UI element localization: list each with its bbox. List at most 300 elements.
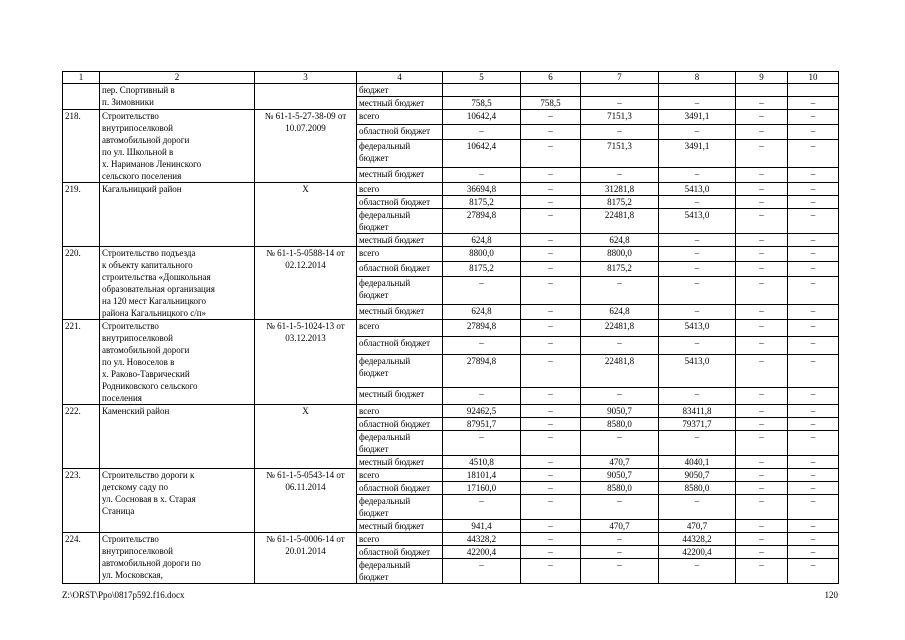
funding-source	[357, 533, 443, 546]
amount-cell: –	[736, 520, 788, 533]
amount-cell: 7151,3	[581, 110, 659, 125]
cell-line: федеральный	[359, 560, 411, 570]
funding-source	[357, 387, 443, 404]
cell-line: автомобильной дороги по	[102, 558, 201, 568]
funding-source	[357, 209, 443, 234]
cell-line: Каменский район	[102, 406, 170, 416]
amount-cell: 624,8	[581, 234, 659, 247]
cell-line: поселения	[102, 393, 142, 403]
amount-cell: 5413,0	[659, 209, 736, 234]
cell-line: бюджет	[359, 152, 389, 163]
cell-line: бюджет	[359, 508, 389, 518]
amount-cell: –	[521, 418, 581, 431]
amount-cell: –	[521, 387, 581, 404]
amount-cell: 92462,5	[443, 405, 521, 418]
cell-line: Строительство дороги к	[102, 470, 195, 480]
object-name	[100, 247, 255, 320]
amount-cell: –	[443, 124, 521, 139]
funding-source	[357, 546, 443, 559]
amount-cell: –	[659, 337, 736, 354]
amount-cell: 4510,8	[443, 456, 521, 469]
cell-line: местный бюджет	[359, 521, 425, 531]
amount-cell: –	[788, 387, 839, 404]
amount-cell: –	[521, 337, 581, 354]
funding-source	[357, 84, 443, 97]
amount-cell: 9050,7	[581, 469, 659, 482]
amount-cell: –	[521, 482, 581, 495]
amount-cell: –	[581, 124, 659, 139]
amount-cell: –	[736, 247, 788, 262]
cell-line: всего	[359, 184, 380, 194]
cell-line: областной бюджет	[359, 483, 431, 493]
funding-source	[357, 418, 443, 431]
amount-cell: –	[659, 261, 736, 276]
amount-cell: 36694,8	[443, 183, 521, 196]
amount-cell: –	[736, 305, 788, 320]
cell-line: местный бюджет	[359, 235, 425, 245]
funding-source	[357, 495, 443, 520]
amount-cell: –	[581, 168, 659, 183]
document-ref	[255, 405, 357, 469]
cell-line: к объекту капитального	[102, 260, 193, 270]
cell-line: ул. Сосновая в х. Старая	[102, 494, 196, 504]
amount-cell: 87951,7	[443, 418, 521, 431]
cell-line: Родниковского сельского	[102, 381, 198, 391]
funding-source	[357, 431, 443, 456]
amount-cell: –	[443, 337, 521, 354]
amount-cell: 10642,4	[443, 110, 521, 125]
amount-cell: 8175,2	[443, 261, 521, 276]
document-ref	[255, 110, 357, 183]
funding-source	[357, 305, 443, 320]
amount-cell: 8175,2	[581, 196, 659, 209]
table-row	[63, 247, 839, 262]
amount-cell: 758,5	[521, 97, 581, 110]
funding-source	[357, 139, 443, 168]
amount-cell: –	[736, 337, 788, 354]
cell-line: внутрипоселковой	[102, 546, 173, 556]
amount-cell: –	[788, 456, 839, 469]
amount-cell: 8580,0	[581, 482, 659, 495]
amount-cell: –	[788, 320, 839, 337]
funding-source	[357, 320, 443, 337]
amount-cell: –	[788, 247, 839, 262]
file-path: Z:\ORST\Ppo\0817p592.f16.docx	[62, 590, 185, 600]
funding-source	[357, 276, 443, 305]
amount-cell: –	[736, 387, 788, 404]
amount-cell	[788, 84, 839, 97]
cell-line: областной бюджет	[359, 197, 431, 207]
amount-cell: 44328,2	[659, 533, 736, 546]
column-number: 3	[255, 72, 357, 84]
item-number: 220.	[63, 247, 100, 320]
amount-cell: –	[581, 337, 659, 354]
amount-cell: –	[521, 533, 581, 546]
item-number: 222.	[63, 405, 100, 469]
amount-cell: –	[736, 97, 788, 110]
amount-cell: –	[443, 168, 521, 183]
amount-cell: –	[521, 168, 581, 183]
amount-cell: –	[659, 234, 736, 247]
amount-cell: 8175,2	[443, 196, 521, 209]
cell-line: 02.12.2014	[285, 260, 326, 270]
cell-line: 06.11.2014	[285, 482, 326, 492]
budget-table	[62, 71, 839, 584]
amount-cell: 31281,8	[581, 183, 659, 196]
amount-cell: 3491,1	[659, 110, 736, 125]
funding-source	[357, 337, 443, 354]
amount-cell: –	[736, 533, 788, 546]
amount-cell: –	[788, 168, 839, 183]
document-ref	[255, 84, 357, 110]
amount-cell	[521, 84, 581, 97]
amount-cell: –	[521, 354, 581, 387]
amount-cell	[581, 84, 659, 97]
cell-line: бюджет	[359, 367, 389, 378]
amount-cell: –	[736, 124, 788, 139]
amount-cell: –	[521, 261, 581, 276]
item-number: 219.	[63, 183, 100, 247]
table-row	[63, 405, 839, 418]
amount-cell: 8580,0	[581, 418, 659, 431]
amount-cell: –	[521, 495, 581, 520]
amount-cell: –	[659, 196, 736, 209]
cell-line: 03.12.2013	[285, 333, 326, 343]
amount-cell: –	[443, 559, 521, 584]
column-number: 5	[443, 72, 521, 84]
amount-cell: –	[521, 320, 581, 337]
column-number: 4	[357, 72, 443, 84]
amount-cell: 3491,1	[659, 139, 736, 168]
cell-line: № 61-1-5-0543-14 от	[266, 470, 345, 480]
amount-cell: –	[736, 168, 788, 183]
table-row	[63, 183, 839, 196]
cell-line: № 61-1-5-0006-14 от	[266, 534, 345, 544]
amount-cell: –	[788, 482, 839, 495]
amount-cell: –	[443, 276, 521, 305]
amount-cell: –	[521, 520, 581, 533]
amount-cell: 8800,0	[581, 247, 659, 262]
amount-cell: 83411,8	[659, 405, 736, 418]
amount-cell: 758,5	[443, 97, 521, 110]
cell-line: бюджет	[359, 222, 389, 232]
amount-cell: 624,8	[443, 305, 521, 320]
cell-line: местный бюджет	[359, 388, 425, 399]
funding-source	[357, 183, 443, 196]
amount-cell: 17160,0	[443, 482, 521, 495]
amount-cell: –	[736, 495, 788, 520]
object-name	[100, 84, 255, 110]
amount-cell: –	[736, 456, 788, 469]
amount-cell: –	[788, 559, 839, 584]
cell-line: федеральный	[359, 210, 411, 220]
amount-cell: 624,8	[443, 234, 521, 247]
document-ref	[255, 320, 357, 405]
amount-cell: –	[788, 209, 839, 234]
amount-cell: –	[521, 469, 581, 482]
amount-cell: –	[736, 431, 788, 456]
amount-cell: 941,4	[443, 520, 521, 533]
cell-line: всего	[359, 406, 380, 416]
amount-cell: –	[659, 97, 736, 110]
amount-cell: –	[581, 97, 659, 110]
amount-cell: 27894,8	[443, 320, 521, 337]
cell-line: всего	[359, 534, 380, 544]
cell-line: Строительство	[102, 534, 159, 544]
amount-cell: 470,7	[659, 520, 736, 533]
funding-source	[357, 559, 443, 584]
column-number: 10	[788, 72, 839, 84]
cell-line: детскому саду по	[102, 482, 169, 492]
amount-cell: –	[443, 431, 521, 456]
amount-cell: –	[788, 234, 839, 247]
cell-line: х. Нариманов Ленинского	[102, 159, 202, 169]
amount-cell: –	[581, 495, 659, 520]
amount-cell: 27894,8	[443, 209, 521, 234]
amount-cell: –	[521, 183, 581, 196]
amount-cell: –	[788, 139, 839, 168]
cell-line: 20.01.2014	[285, 546, 326, 556]
amount-cell: –	[521, 247, 581, 262]
amount-cell: 22481,8	[581, 354, 659, 387]
cell-line: № 61-1-5-0588-14 от	[266, 248, 345, 258]
cell-line: на 120 мест Кагальницкого	[102, 296, 206, 306]
cell-line: п. Зимовники	[102, 97, 154, 107]
amount-cell: 5413,0	[659, 320, 736, 337]
amount-cell: –	[736, 276, 788, 305]
amount-cell: –	[736, 234, 788, 247]
document-ref	[255, 183, 357, 247]
object-name	[100, 533, 255, 584]
amount-cell: –	[736, 110, 788, 125]
object-name	[100, 320, 255, 405]
cell-line: автомобильной дороги	[102, 135, 190, 145]
amount-cell: –	[736, 559, 788, 584]
cell-line: автомобильной дороги	[102, 345, 190, 355]
amount-cell: –	[736, 209, 788, 234]
cell-line: местный бюджет	[359, 169, 425, 180]
amount-cell: –	[736, 139, 788, 168]
amount-cell: –	[788, 469, 839, 482]
amount-cell: 18101,4	[443, 469, 521, 482]
amount-cell: –	[521, 546, 581, 559]
table-row	[63, 84, 839, 97]
cell-line: района Кагальницкого с/п»	[102, 308, 207, 318]
object-name	[100, 110, 255, 183]
column-number: 2	[100, 72, 255, 84]
document-ref	[255, 247, 357, 320]
cell-line: областной бюджет	[359, 262, 431, 273]
amount-cell: –	[736, 183, 788, 196]
cell-line: местный бюджет	[359, 457, 425, 467]
cell-line: всего	[359, 248, 380, 258]
funding-source	[357, 168, 443, 183]
cell-line: всего	[359, 321, 380, 331]
item-number: 224.	[63, 533, 100, 584]
amount-cell: –	[736, 482, 788, 495]
amount-cell: –	[521, 305, 581, 320]
cell-line: Х	[302, 406, 309, 416]
cell-line: Строительство	[102, 111, 159, 121]
amount-cell: –	[521, 431, 581, 456]
cell-line: Строительство подъезда	[102, 248, 196, 258]
amount-cell: –	[521, 209, 581, 234]
funding-source	[357, 469, 443, 482]
item-number: 218.	[63, 110, 100, 183]
amount-cell: –	[659, 305, 736, 320]
amount-cell: –	[736, 354, 788, 387]
cell-line: по ул. Школьной в	[102, 147, 174, 157]
document-ref	[255, 469, 357, 533]
object-name	[100, 405, 255, 469]
column-number: 1	[63, 72, 100, 84]
amount-cell: –	[788, 520, 839, 533]
cell-line: 10.07.2009	[285, 123, 326, 133]
amount-cell: –	[521, 559, 581, 584]
cell-line: Станица	[102, 506, 135, 516]
amount-cell: 470,7	[581, 456, 659, 469]
funding-source	[357, 97, 443, 110]
amount-cell: 27894,8	[443, 354, 521, 387]
amount-cell: –	[788, 124, 839, 139]
object-name	[100, 183, 255, 247]
amount-cell: –	[788, 495, 839, 520]
amount-cell: –	[788, 183, 839, 196]
amount-cell: 9050,7	[581, 405, 659, 418]
funding-source	[357, 405, 443, 418]
column-number: 9	[736, 72, 788, 84]
cell-line: областной бюджет	[359, 338, 431, 349]
amount-cell: –	[659, 124, 736, 139]
item-number: 223.	[63, 469, 100, 533]
cell-line: образовательная организация	[102, 284, 215, 294]
amount-cell: –	[788, 305, 839, 320]
cell-line: всего	[359, 111, 380, 121]
funding-source	[357, 234, 443, 247]
amount-cell: 79371,7	[659, 418, 736, 431]
cell-line: строительства «Дошкольная	[102, 272, 211, 282]
amount-cell: –	[736, 469, 788, 482]
amount-cell: 7151,3	[581, 139, 659, 168]
funding-source	[357, 482, 443, 495]
amount-cell: 9050,7	[659, 469, 736, 482]
item-number: 221.	[63, 320, 100, 405]
amount-cell: –	[521, 139, 581, 168]
cell-line: местный бюджет	[359, 306, 425, 317]
amount-cell: –	[736, 546, 788, 559]
cell-line: № 61-1-5-27-38-09 от	[264, 111, 347, 121]
amount-cell: –	[736, 320, 788, 337]
funding-source	[357, 124, 443, 139]
cell-line: Кагальницкий район	[102, 184, 182, 194]
amount-cell: –	[581, 431, 659, 456]
cell-line: пер. Спортивный в	[102, 85, 175, 95]
object-name	[100, 469, 255, 533]
column-number: 7	[581, 72, 659, 84]
amount-cell: –	[659, 168, 736, 183]
cell-line: х. Раково-Таврический	[102, 369, 190, 379]
amount-cell: –	[788, 261, 839, 276]
amount-cell: –	[521, 196, 581, 209]
column-number: 8	[659, 72, 736, 84]
amount-cell: –	[521, 456, 581, 469]
funding-source	[357, 110, 443, 125]
amount-cell: –	[659, 431, 736, 456]
amount-cell: –	[443, 495, 521, 520]
cell-line: бюджет	[359, 444, 389, 454]
cell-line: федеральный	[359, 355, 411, 366]
amount-cell: 624,8	[581, 305, 659, 320]
amount-cell: –	[788, 337, 839, 354]
amount-cell: 22481,8	[581, 320, 659, 337]
cell-line: Х	[302, 184, 309, 194]
amount-cell: –	[736, 405, 788, 418]
funding-source	[357, 354, 443, 387]
cell-line: бюджет	[359, 289, 389, 300]
amount-cell: –	[521, 124, 581, 139]
amount-cell: 42200,4	[659, 546, 736, 559]
cell-line: всего	[359, 470, 380, 480]
amount-cell: –	[788, 276, 839, 305]
amount-cell: –	[581, 387, 659, 404]
amount-cell: –	[659, 495, 736, 520]
table-row	[63, 320, 839, 337]
amount-cell: 10642,4	[443, 139, 521, 168]
cell-line: внутрипоселковой	[102, 123, 173, 133]
amount-cell: –	[581, 546, 659, 559]
funding-source	[357, 247, 443, 262]
amount-cell: 44328,2	[443, 533, 521, 546]
amount-cell: –	[788, 533, 839, 546]
amount-cell: –	[521, 110, 581, 125]
cell-line: по ул. Новоселов в	[102, 357, 175, 367]
cell-line: внутрипоселковой	[102, 333, 173, 343]
amount-cell: –	[788, 418, 839, 431]
table-row	[63, 533, 839, 546]
amount-cell: 5413,0	[659, 183, 736, 196]
cell-line: Строительство	[102, 321, 159, 331]
cell-line: ул. Московская,	[102, 570, 163, 580]
amount-cell: –	[788, 196, 839, 209]
amount-cell: –	[736, 418, 788, 431]
amount-cell: –	[521, 405, 581, 418]
cell-line: местный бюджет	[359, 98, 425, 108]
cell-line: областной бюджет	[359, 547, 431, 557]
amount-cell: –	[659, 276, 736, 305]
cell-line: бюджет	[359, 85, 389, 95]
amount-cell: 5413,0	[659, 354, 736, 387]
amount-cell: –	[788, 431, 839, 456]
amount-cell: –	[581, 276, 659, 305]
amount-cell: –	[581, 533, 659, 546]
amount-cell: –	[788, 97, 839, 110]
cell-line: федеральный	[359, 432, 411, 442]
cell-line: областной бюджет	[359, 419, 431, 429]
funding-source	[357, 196, 443, 209]
cell-line: федеральный	[359, 140, 411, 151]
amount-cell: –	[581, 559, 659, 584]
cell-line: бюджет	[359, 572, 389, 582]
amount-cell: –	[788, 546, 839, 559]
page-number: 120	[824, 590, 838, 600]
amount-cell: –	[788, 354, 839, 387]
table-row	[63, 110, 839, 125]
cell-line: федеральный	[359, 277, 411, 288]
amount-cell: 470,7	[581, 520, 659, 533]
amount-cell: –	[659, 387, 736, 404]
amount-cell: 42200,4	[443, 546, 521, 559]
column-number: 6	[521, 72, 581, 84]
